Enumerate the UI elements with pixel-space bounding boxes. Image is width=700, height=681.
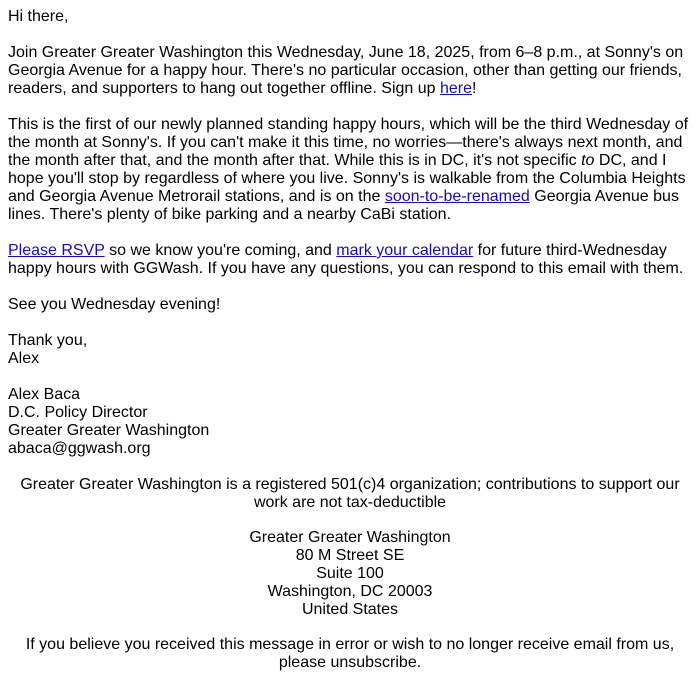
address-city: Washington, DC 20003 (267, 583, 433, 600)
signature (8, 386, 692, 458)
footer-disclaimer: Greater Greater Washington is a registered 501(c)4 organization; contributions to support our work are not tax-deductible (20, 476, 680, 511)
closing (8, 332, 692, 368)
signature-name: Alex Baca (8, 386, 81, 403)
intro-paragraph (8, 44, 692, 98)
details-text-2: DC, and I hope you'll stop by regardless of where you live. Sonny's is walkable from the Columbia Heights and Georgia Avenue Metrorail stations, and is on the (8, 152, 686, 205)
greeting: Hi there, (8, 8, 69, 25)
intro-text-end: ! (472, 80, 477, 97)
signature-title: D.C. Policy Director (8, 404, 148, 421)
closing-thanks: Thank you, (8, 332, 88, 349)
details-italic-to: to (581, 152, 595, 169)
closing-name: Alex (8, 350, 40, 367)
intro-text: Join Greater Greater Washington this Wednesday, June 18, 2025, from 6–8 p.m., at Sonny's on Georgia Avenue for a happy hour. There's no particular occasion, other than getting our friends, readers, and supporters to hang out together offline. Sign up (8, 44, 684, 97)
address-org: Greater Greater Washington (249, 529, 451, 546)
address-street: 80 M Street SE (295, 547, 405, 564)
details-text-3: Georgia Avenue bus lines. There's plenty of bike parking and a nearby CaBi station. (8, 188, 679, 223)
signature-email: abaca@ggwash.org (8, 440, 151, 457)
details-text-1: This is the first of our newly planned standing happy hours, which will be the third Wednesday of the month at Sonny's. If you can't make it this time, no worries—there's always next month, and the month after that, and the month after that. While this is in DC, it's not specific (8, 116, 689, 169)
signature-organization: Greater Greater Washington (8, 422, 210, 439)
soon-to-be-renamed-link[interactable]: soon-to-be-renamed (384, 188, 530, 205)
footer (8, 476, 692, 672)
calendar-link[interactable]: mark your calendar (336, 242, 474, 259)
details-paragraph (8, 116, 692, 224)
address-suite: Suite 100 (316, 565, 384, 582)
footer-address (8, 529, 692, 619)
rsvp-link[interactable]: Please RSVP (8, 242, 105, 259)
sign-up-link[interactable]: here (440, 80, 473, 97)
rsvp-text-2: for future third-Wednesday happy hours with GGWash. If you have any questions, you can respond to this email with them. (8, 242, 684, 277)
see-you-paragraph: See you Wednesday evening! (8, 296, 221, 313)
rsvp-paragraph (8, 242, 692, 278)
rsvp-text-1: so we know you're coming, and (104, 242, 337, 259)
address-country: United States (301, 601, 399, 618)
footer-unsubscribe: If you believe you received this message in error or wish to no longer receive email from us, please unsubscribe. (25, 636, 675, 671)
